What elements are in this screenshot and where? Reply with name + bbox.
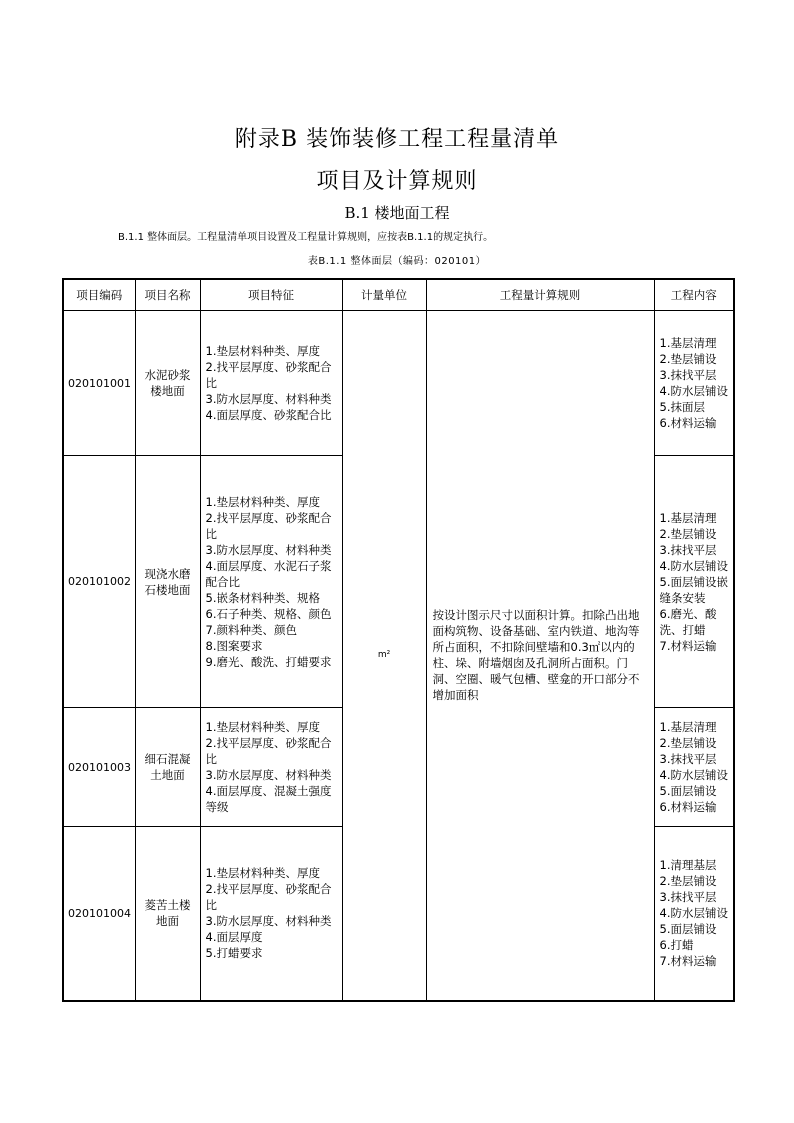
work-line: 1.基层清理 <box>659 720 717 734</box>
work-line: 6.磨光、酸洗、打蜡 <box>659 606 717 637</box>
work-line: 4.防水层铺设 <box>659 384 728 398</box>
column-header-code: 项目编码 <box>63 279 135 311</box>
item-name: 水泥砂浆楼地面 <box>135 311 200 456</box>
work-line: 4.防水层铺设 <box>659 558 728 573</box>
item-features <box>200 311 342 456</box>
feature-line: 1.垫层材料种类、厚度 <box>205 720 320 734</box>
feature-line: 4.面层厚度、水泥石子浆配合比 <box>205 558 332 589</box>
work-line: 5.面层铺设 <box>659 922 717 937</box>
item-code: 020101002 <box>63 456 135 708</box>
work-line: 3.抹找平层 <box>659 752 717 766</box>
item-code: 020101004 <box>63 827 135 1001</box>
feature-line: 4.面层厚度 <box>205 930 263 945</box>
rule-cell: 按设计图示尺寸以面积计算。扣除凸出地面构筑物、设备基础、室内铁道、地沟等所占面积，不扣除间壁墙和0.3㎡以内的柱、垛、附墙烟囱及孔洞所占面积。门洞、空圈、暖气包槽、壁龛的开口部分不增加面积 <box>426 311 654 1001</box>
work-line: 2.垫层铺设 <box>659 874 717 889</box>
item-name: 现浇水磨石楼地面 <box>135 456 200 708</box>
work-line: 6.材料运输 <box>659 800 717 814</box>
work-line: 6.材料运输 <box>659 416 717 430</box>
column-header-features: 项目特征 <box>200 279 342 311</box>
work-line: 7.材料运输 <box>659 954 717 969</box>
feature-line: 2.找平层厚度、砂浆配合比 <box>205 360 332 390</box>
work-line: 1.基层清理 <box>659 510 717 525</box>
item-work <box>654 827 734 1001</box>
item-code: 020101003 <box>63 708 135 827</box>
feature-line: 6.石子种类、规格、颜色 <box>205 606 332 621</box>
item-code: 020101001 <box>63 311 135 456</box>
work-line: 6.打蜡 <box>659 938 694 953</box>
work-line: 4.防水层铺设 <box>659 906 728 921</box>
table-caption: 表B.1.1 整体面层（编码：020101） <box>307 256 487 267</box>
feature-line: 7.颜料种类、颜色 <box>205 622 297 637</box>
feature-line: 2.找平层厚度、砂浆配合比 <box>205 736 332 766</box>
feature-line: 4.面层厚度、混凝土强度等级 <box>205 784 332 814</box>
feature-line: 3.防水层厚度、材料种类 <box>205 392 332 406</box>
item-features <box>200 708 342 827</box>
feature-line: 1.垫层材料种类、厚度 <box>205 494 320 509</box>
work-line: 2.垫层铺设 <box>659 352 717 366</box>
work-line: 5.面层铺设嵌缝条安装 <box>659 574 728 605</box>
item-name: 菱苦土楼地面 <box>135 827 200 1001</box>
feature-line: 3.防水层厚度、材料种类 <box>205 768 332 782</box>
feature-line: 4.面层厚度、砂浆配合比 <box>205 408 332 422</box>
feature-line: 9.磨光、酸洗、打蜡要求 <box>205 654 332 669</box>
page-subtitle: 项目及计算规则 <box>316 169 478 194</box>
item-features <box>200 456 342 708</box>
item-work <box>654 311 734 456</box>
work-line: 1.基层清理 <box>659 336 717 350</box>
work-line: 2.垫层铺设 <box>659 526 717 541</box>
spec-table <box>62 278 735 1002</box>
table-row <box>63 311 734 456</box>
feature-line: 5.打蜡要求 <box>205 946 263 961</box>
work-line: 3.抹找平层 <box>659 368 717 382</box>
column-header-work: 工程内容 <box>654 279 734 311</box>
column-header-unit: 计量单位 <box>342 279 426 311</box>
intro-paragraph: B.1.1 整体面层。工程量清单项目设置及工程量计算规则，应按表B.1.1的规定执行。 <box>118 232 494 243</box>
page-title: 附录B 装饰装修工程工程量清单 <box>234 127 560 152</box>
item-work <box>654 456 734 708</box>
feature-line: 3.防水层厚度、材料种类 <box>205 542 332 557</box>
item-name: 细石混凝土地面 <box>135 708 200 827</box>
work-line: 3.抹找平层 <box>659 542 717 557</box>
feature-line: 2.找平层厚度、砂浆配合比 <box>205 510 332 541</box>
feature-line: 8.图案要求 <box>205 638 263 653</box>
work-line: 3.抹找平层 <box>659 890 717 905</box>
item-work <box>654 708 734 827</box>
work-line: 2.垫层铺设 <box>659 736 717 750</box>
column-header-rule: 工程量计算规则 <box>426 279 654 311</box>
feature-line: 1.垫层材料种类、厚度 <box>205 344 320 358</box>
work-line: 7.材料运输 <box>659 638 717 653</box>
unit-cell: m² <box>342 311 426 1001</box>
section-title: B.1 楼地面工程 <box>344 204 450 222</box>
feature-line: 5.嵌条材料种类、规格 <box>205 590 320 605</box>
column-header-name: 项目名称 <box>135 279 200 311</box>
feature-line: 3.防水层厚度、材料种类 <box>205 914 332 929</box>
feature-line: 1.垫层材料种类、厚度 <box>205 866 320 881</box>
table-header-row <box>63 279 734 311</box>
work-line: 1.清理基层 <box>659 858 717 873</box>
item-features <box>200 827 342 1001</box>
work-line: 4.防水层铺设 <box>659 768 728 782</box>
work-line: 5.面层铺设 <box>659 784 717 798</box>
feature-line: 2.找平层厚度、砂浆配合比 <box>205 882 332 913</box>
work-line: 5.抹面层 <box>659 400 705 414</box>
